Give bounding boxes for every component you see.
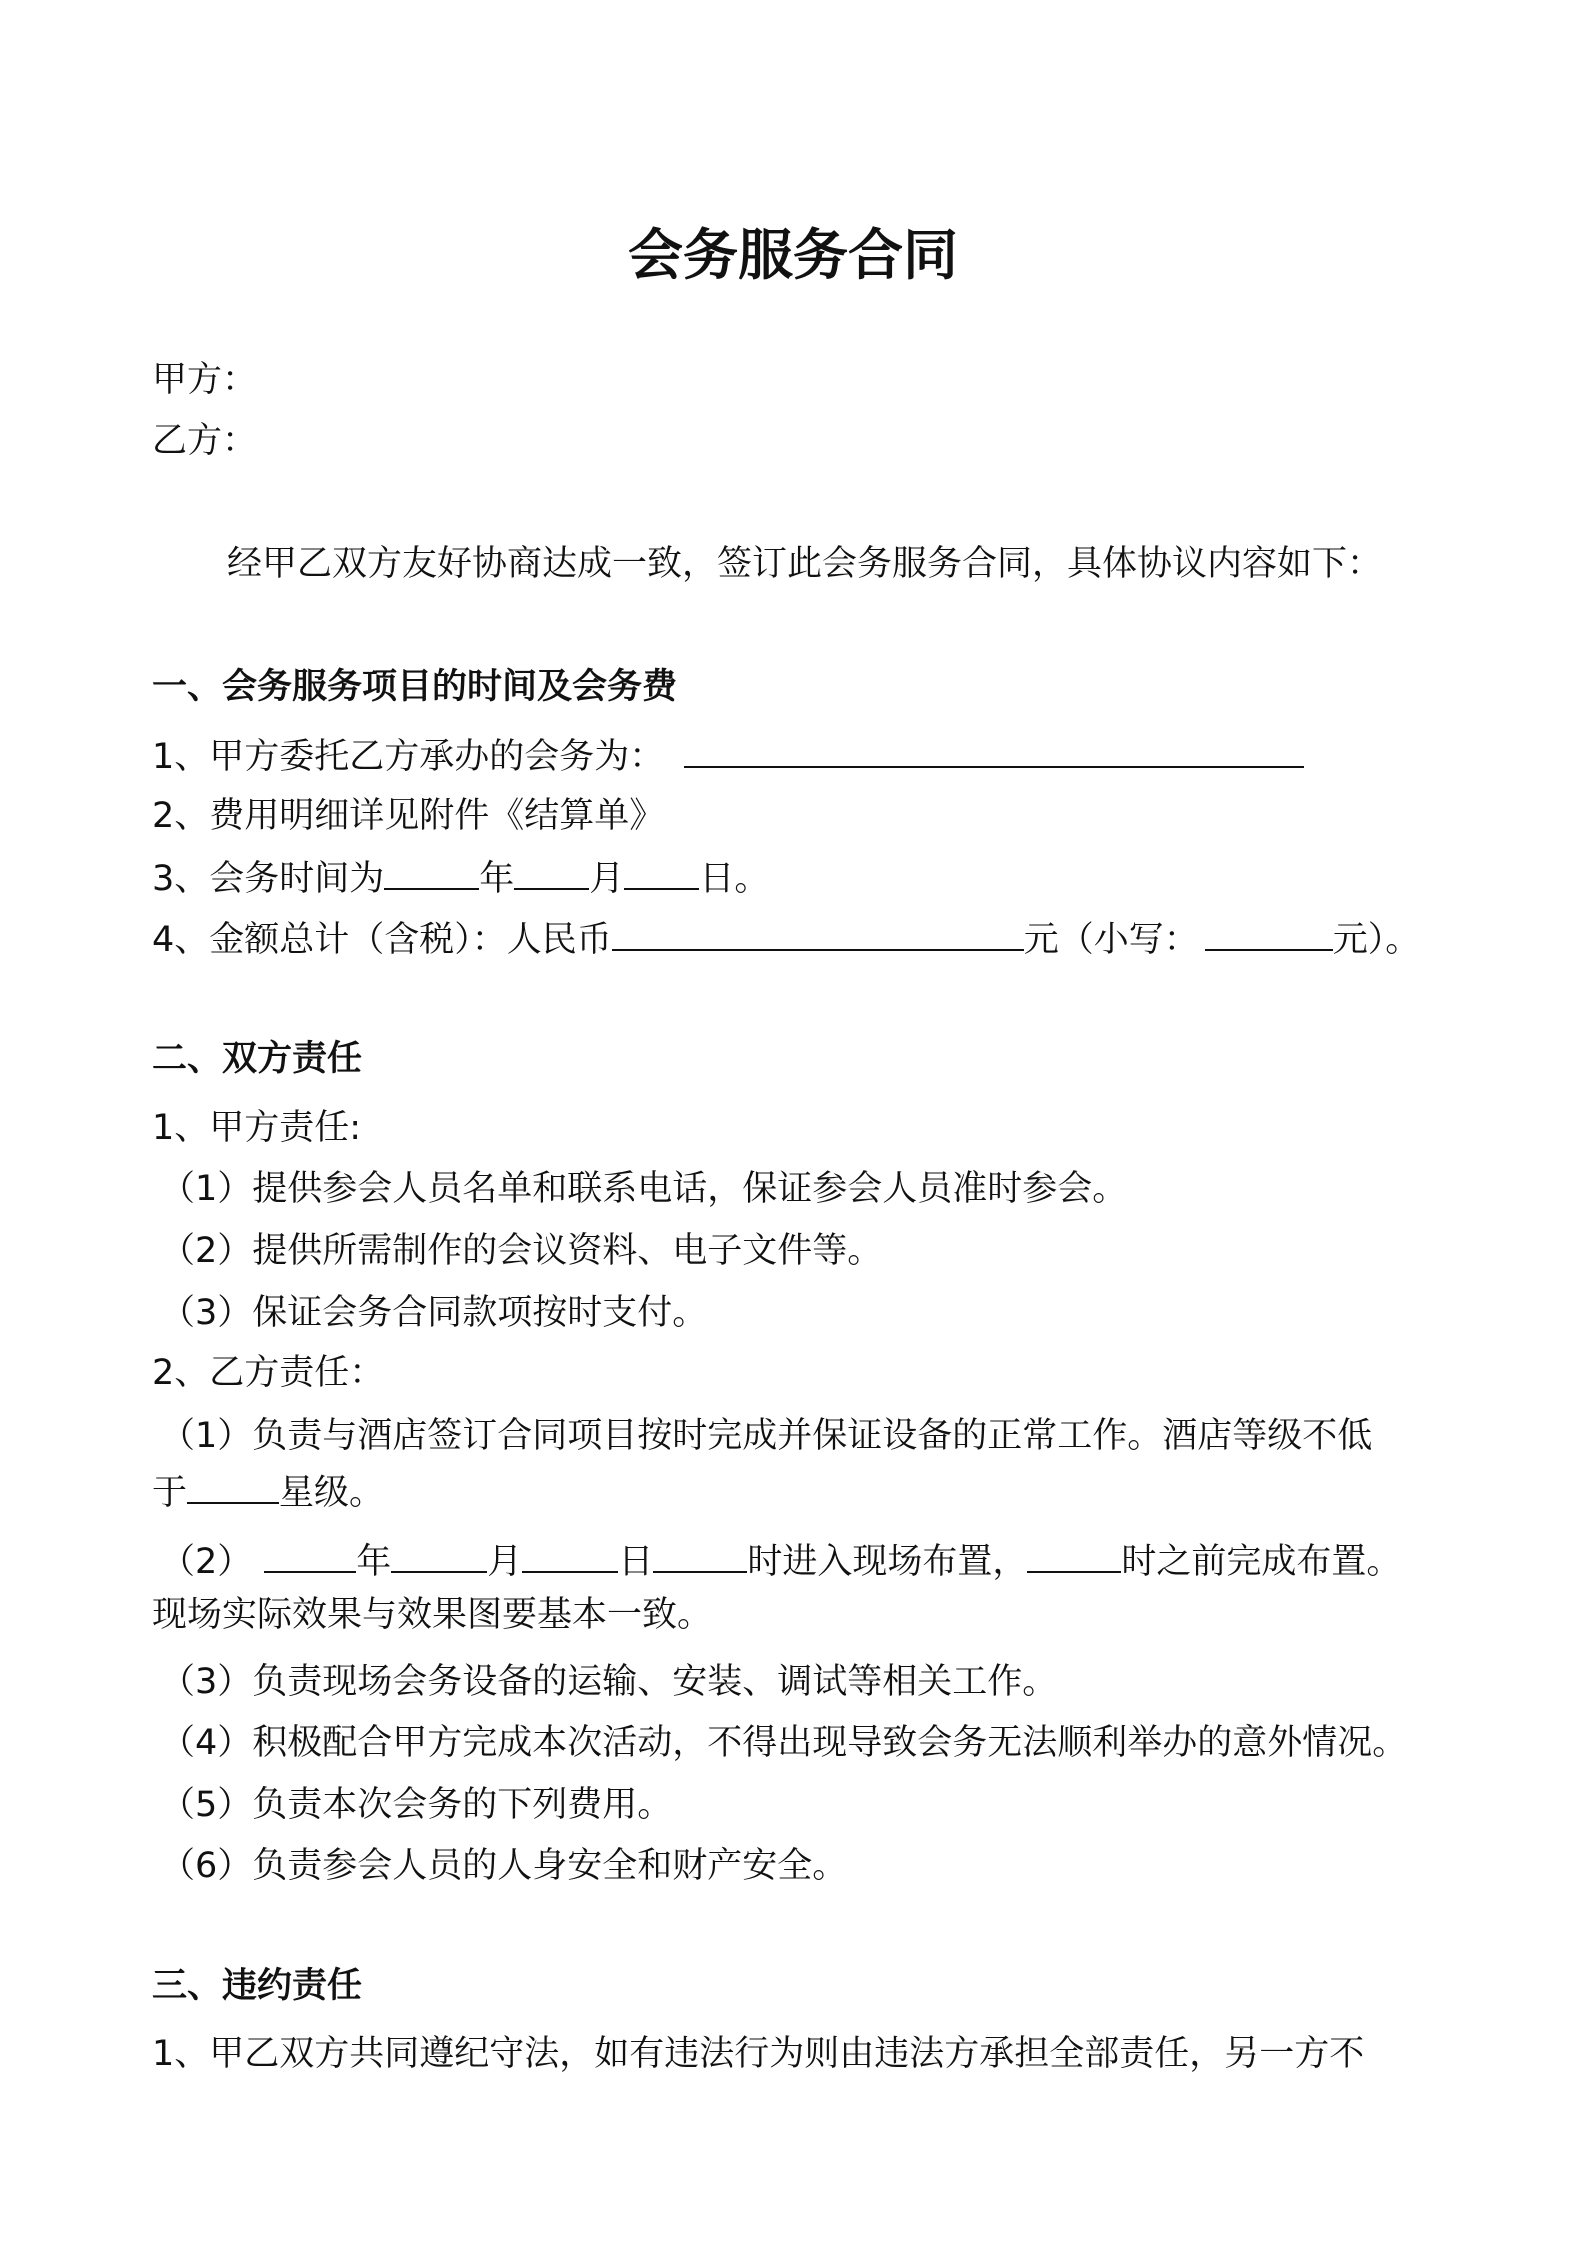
hotel-star-blank[interactable] [187,1468,279,1504]
party-a-label: 甲方： [152,360,258,400]
day-blank[interactable] [624,854,699,890]
party-b-label: 乙方： [152,421,258,461]
setup-finish-text: 时之前完成布置。 [1121,1542,1402,1582]
amount-figures-blank[interactable] [1205,915,1333,951]
party-a-duty-2: （2）提供所需制作的会议资料、电子文件等。 [160,1231,883,1271]
document-title: 会务服务合同 [627,223,958,287]
s1-item-4 [152,915,1420,963]
s1-item-3 [152,854,769,902]
party-b-duty-6: （6）负责参会人员的人身安全和财产安全。 [160,1846,848,1886]
b2-prefix: （2） [160,1542,253,1582]
section-1-heading: 一、会务服务项目的时间及会务费 [152,667,678,707]
setup-day-unit: 日 [618,1542,654,1582]
s3-item-1: 1、甲乙双方共同遵纪守法，如有违法行为则由违法方承担全部责任，另一方不 [152,2034,1365,2074]
party-b-duties-title: 2、乙方责任： [152,1353,385,1393]
year-blank[interactable] [384,854,479,890]
setup-hour-blank[interactable] [653,1537,747,1573]
intro-paragraph: 经甲乙双方友好协商达成一致，签订此会务服务合同，具体协议内容如下： [227,544,1383,584]
s1-item-2: 2、费用明细详见附件《结算单》 [152,796,665,836]
section-2-heading: 二、双方责任 [152,1039,363,1079]
section-3-heading: 三、违约责任 [152,1966,363,2006]
party-b-duty-5: （5）负责本次会务的下列费用。 [160,1785,673,1825]
setup-month-blank[interactable] [391,1537,487,1573]
year-unit: 年 [479,859,515,899]
star-level-suffix: 星级。 [279,1473,385,1513]
party-b-duty-2 [160,1537,1401,1585]
setup-year-unit: 年 [356,1542,392,1582]
party-a-duty-3: （3）保证会务合同款项按时支付。 [160,1293,708,1333]
setup-month-unit: 月 [487,1542,523,1582]
amount-lower-label: 元（小写： [1023,920,1199,960]
s1-item-1-text: 1、甲方委托乙方承办的会务为： [152,737,665,777]
finish-hour-blank[interactable] [1027,1537,1121,1573]
month-unit: 月 [589,859,625,899]
party-b-duty-4: （4）积极配合甲方完成本次活动，不得出现导致会务无法顺利举办的意外情况。 [160,1723,1408,1763]
month-blank[interactable] [514,854,589,890]
party-b-duty-1-line-1: （1）负责与酒店签订合同项目按时完成并保证设备的正常工作。酒店等级不低 [160,1416,1373,1456]
party-b-duty-3: （3）负责现场会务设备的运输、安装、调试等相关工作。 [160,1662,1058,1702]
setup-day-blank[interactable] [522,1537,618,1573]
day-unit: 日。 [699,859,770,899]
s1-item-4-text: 4、金额总计（含税）：人民币 [152,920,612,960]
s1-item-3-text: 3、会务时间为 [152,859,385,899]
b1-prefix: 于 [152,1473,188,1513]
party-a-duties-title: 1、甲方责任: [152,1108,362,1148]
amount-unit: 元）。 [1332,920,1421,960]
amount-words-blank[interactable] [612,915,1024,951]
service-name-blank[interactable] [684,732,1304,768]
setup-year-blank[interactable] [264,1537,356,1573]
party-a-duty-1: （1）提供参会人员名单和联系电话，保证参会人员准时参会。 [160,1169,1128,1209]
s1-item-1 [152,732,1304,780]
setup-enter-text: 时进入现场布置， [747,1542,1028,1582]
party-b-duty-2-line-2: 现场实际效果与效果图要基本一致。 [152,1595,713,1635]
party-b-duty-1-line-2 [152,1468,384,1516]
